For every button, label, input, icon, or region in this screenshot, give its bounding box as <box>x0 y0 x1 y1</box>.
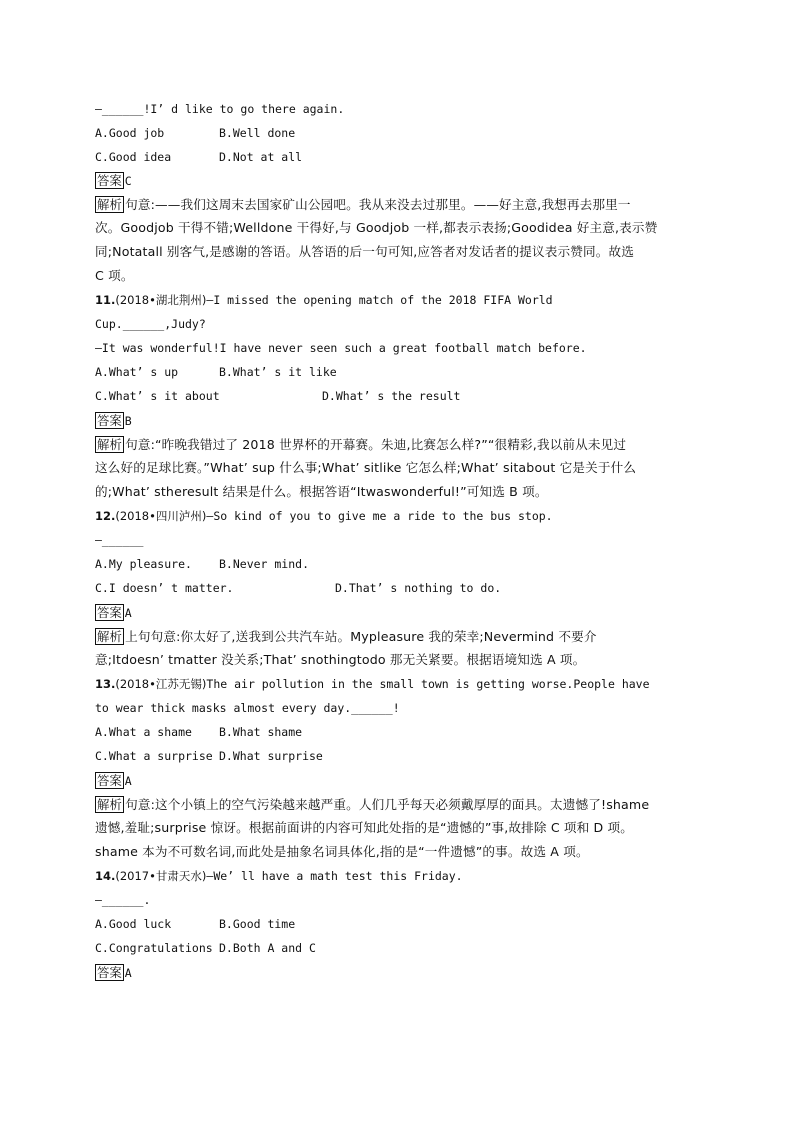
question-source: (2018•四川泸州) <box>115 509 207 523</box>
analysis-text: 句意:这个小镇上的空气污染越来越严重。人们几乎每天必须戴厚厚的面具。太遗憾了!shame <box>125 797 650 812</box>
question-number: 14. <box>95 869 116 883</box>
answer-label: 答案 <box>97 965 122 980</box>
question-text: —So kind of you to give me a ride to the bus stop. <box>206 509 553 523</box>
q11-option-c: C.What’ s it about <box>95 389 220 403</box>
analysis-label: 解析 <box>97 197 123 212</box>
question-source: (2018•湖北荆州) <box>115 293 207 307</box>
q10-answer <box>95 172 699 189</box>
q13-analysis-1 <box>95 796 699 813</box>
answer-value: A <box>124 774 132 788</box>
answer-value: B <box>124 414 132 428</box>
q12-analysis-2: 意;Itdoesn’ tmatter 没关系;That’ snothingtodo 那无关紧要。根据语境知选 A 项。 <box>95 652 586 667</box>
analysis-label: 解析 <box>97 629 123 644</box>
q11-analysis-1 <box>95 436 699 453</box>
q12-answer <box>95 604 699 621</box>
question-source: (2018•江苏无锡) <box>115 677 207 691</box>
q11-stem-2: Cup.______,Judy? <box>95 317 206 331</box>
q11-answer <box>95 412 699 429</box>
q10-analysis-3: 同;Notatall 别客气,是感谢的答语。从答语的后一句可知,应答者对发话者的提议表示赞同。故选 <box>95 244 635 259</box>
answer-value: C <box>124 174 132 188</box>
q11-analysis-2: 这么好的足球比赛。”What’ sup 什么事;What’ sitlike 它怎么样;What’ sitabout 它是关于什么 <box>95 460 637 475</box>
q13-analysis-2: 遗憾,羞耻;surprise 惊讶。根据前面讲的内容可知此处指的是“遗憾的”事,故排除 C 项和 D 项。 <box>95 820 634 835</box>
q13-analysis-3: shame 本为不可数名词,而此处是抽象名词具体化,指的是“一件遗憾”的事。故选 A 项。 <box>95 844 589 859</box>
q14-option-a: A.Good luck <box>95 917 172 931</box>
q10-option-c: C.Good idea <box>95 150 172 164</box>
question-text: —We’ ll have a math test this Friday. <box>206 869 463 883</box>
answer-label: 答案 <box>97 605 122 620</box>
q14-option-c: C.Congratulations <box>95 941 213 955</box>
question-number: 11. <box>95 293 116 307</box>
q12-analysis-1 <box>95 628 699 645</box>
answer-value: A <box>124 606 132 620</box>
answer-label: 答案 <box>97 773 122 788</box>
q10-option-b: B.Well done <box>219 126 296 140</box>
q13-answer <box>95 772 699 789</box>
q11-option-d: D.What’ s the result <box>322 389 461 403</box>
q10-analysis-2: 次。Goodjob 干得不错;Welldone 干得好,与 Goodjob 一样,都表示表扬;Goodidea 好主意,表示赞 <box>95 220 658 235</box>
q10-option-d: D.Not at all <box>219 150 303 164</box>
q12-stem-1 <box>95 508 699 524</box>
q12-option-a: A.My pleasure. <box>95 557 192 571</box>
analysis-label: 解析 <box>97 437 123 452</box>
q13-option-b: B.What shame <box>219 725 303 739</box>
question-text: The air pollution in the small town is getting worse.People have <box>206 677 650 691</box>
analysis-text: 句意:——我们这周末去国家矿山公园吧。我从来没去过那里。——好主意,我想再去那里一 <box>125 197 631 212</box>
q14-option-b: B.Good time <box>219 917 296 931</box>
q11-option-b: B.What’ s it like <box>219 365 337 379</box>
q10-analysis-4: C 项。 <box>95 268 134 283</box>
q14-option-d: D.Both A and C <box>219 941 316 955</box>
q11-stem-3: —It was wonderful!I have never seen such a great football match before. <box>95 341 587 355</box>
question-text: —I missed the opening match of the 2018 FIFA World <box>206 293 553 307</box>
analysis-text: 句意:“昨晚我错过了 2018 世界杯的开幕赛。朱迪,比赛怎么样?”“很精彩,我以前从未见过 <box>125 437 627 452</box>
answer-label: 答案 <box>97 413 122 428</box>
question-source: (2017•甘肃天水) <box>115 869 207 883</box>
q13-stem-2: to wear thick masks almost every day.______! <box>95 701 400 715</box>
answer-label: 答案 <box>97 173 122 188</box>
question-number: 13. <box>95 677 116 691</box>
q14-stem-1 <box>95 868 699 884</box>
q14-stem-2: —______. <box>95 893 151 907</box>
analysis-label: 解析 <box>97 797 123 812</box>
q14-answer <box>95 964 699 981</box>
question-number: 12. <box>95 509 116 523</box>
q13-option-a: A.What a shame <box>95 725 192 739</box>
q12-stem-2: —______ <box>95 533 144 547</box>
q13-stem-1 <box>95 676 699 692</box>
answer-value: A <box>124 966 132 980</box>
q10-option-a: A.Good job <box>95 126 165 140</box>
q11-stem-1 <box>95 292 699 308</box>
q13-option-c: C.What a surprise <box>95 749 213 763</box>
q10-response-line: —______!I’ d like to go there again. <box>95 102 345 116</box>
q12-option-b: B.Never mind. <box>219 557 310 571</box>
q11-analysis-3: 的;What’ stheresult 结果是什么。根据答语“Itwaswonderful!”可知选 B 项。 <box>95 484 548 499</box>
q13-option-d: D.What surprise <box>219 749 323 763</box>
q11-option-a: A.What’ s up <box>95 365 179 379</box>
q10-analysis-1 <box>95 196 699 213</box>
q12-option-c: C.I doesn’ t matter. <box>95 581 234 595</box>
q12-option-d: D.That’ s nothing to do. <box>335 581 502 595</box>
analysis-text: 上句句意:你太好了,送我到公共汽车站。Mypleasure 我的荣幸;Nevermind 不要介 <box>125 629 597 644</box>
